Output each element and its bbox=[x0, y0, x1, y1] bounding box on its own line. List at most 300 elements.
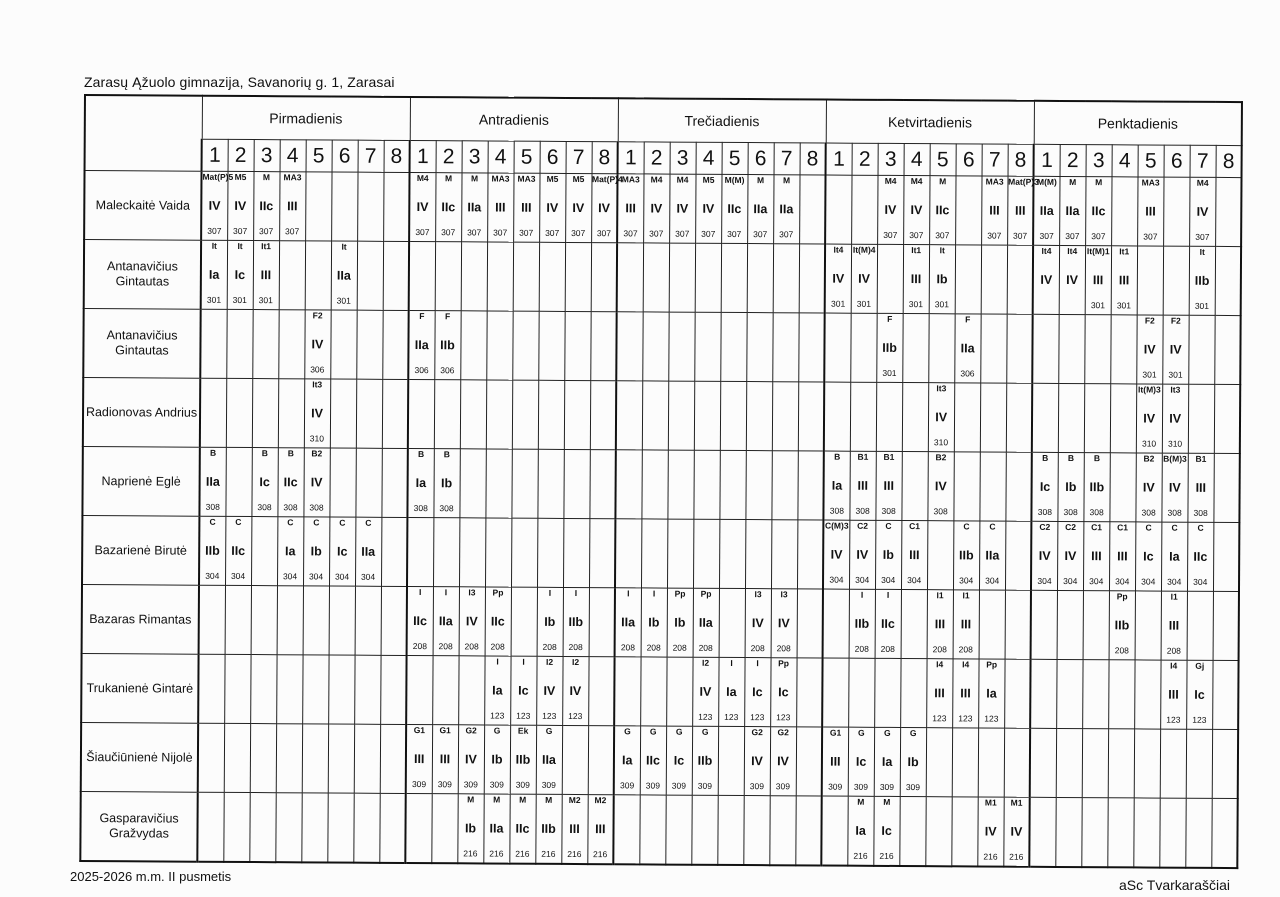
lesson-subject: G2 bbox=[777, 727, 789, 738]
lesson-room: 208 bbox=[776, 643, 791, 654]
lesson-slot bbox=[1136, 384, 1162, 453]
lesson-slot bbox=[536, 725, 562, 794]
lesson-room: 304 bbox=[205, 570, 220, 581]
lesson-subject: C bbox=[1145, 522, 1152, 533]
lesson-slot bbox=[1213, 522, 1239, 591]
lesson-slot bbox=[1188, 384, 1214, 453]
lesson-room: 307 bbox=[909, 230, 924, 241]
lesson-subject: I bbox=[522, 656, 525, 667]
lesson-class: IIc bbox=[283, 475, 298, 490]
lesson-slot bbox=[772, 313, 798, 382]
teacher-name: Naprienė Eglė bbox=[82, 446, 199, 516]
lesson-slot bbox=[1108, 660, 1134, 729]
lesson-slot bbox=[877, 175, 903, 244]
lesson-slot bbox=[512, 380, 538, 449]
lesson-slot bbox=[1136, 315, 1162, 384]
lesson-room: 208 bbox=[932, 644, 947, 655]
lesson-subject: G bbox=[624, 726, 631, 737]
lesson-room: 306 bbox=[310, 364, 325, 375]
lesson-slot bbox=[355, 586, 381, 655]
period-number: 4 bbox=[280, 140, 306, 172]
teacher-row bbox=[84, 171, 1242, 247]
lesson-slot bbox=[1032, 314, 1058, 383]
lesson-subject: I bbox=[652, 588, 656, 599]
lesson-subject: B bbox=[287, 448, 294, 459]
lesson-slot bbox=[798, 313, 825, 382]
lesson-slot bbox=[356, 310, 382, 379]
lesson-subject: I bbox=[886, 589, 890, 600]
lesson-subject: G bbox=[649, 726, 657, 737]
lesson-slot bbox=[485, 518, 511, 587]
lesson-slot bbox=[435, 242, 461, 311]
lesson-subject: M bbox=[782, 175, 791, 186]
period-number: 1 bbox=[826, 143, 852, 175]
teacher-name: Maleckaitė Vaida bbox=[84, 171, 201, 241]
lesson-subject: G bbox=[675, 726, 683, 737]
lesson-slot bbox=[589, 588, 615, 657]
lesson-class: Ia bbox=[881, 754, 893, 769]
lesson-slot bbox=[692, 726, 718, 795]
lesson-subject: MA3 bbox=[517, 173, 536, 184]
lesson-slot bbox=[1189, 246, 1215, 315]
lesson-room: 123 bbox=[516, 710, 531, 721]
lesson-room: 208 bbox=[958, 644, 973, 655]
lesson-slot bbox=[669, 174, 695, 243]
lesson-slot bbox=[1058, 452, 1084, 521]
lesson-class: IV bbox=[1168, 480, 1181, 495]
lesson-slot bbox=[1056, 659, 1082, 728]
lesson-class: III bbox=[413, 752, 425, 767]
lesson-class: Ic bbox=[259, 475, 270, 490]
lesson-slot bbox=[901, 521, 927, 590]
lesson-slot bbox=[850, 313, 876, 382]
lesson-class: IV bbox=[777, 754, 789, 769]
lesson-slot bbox=[954, 314, 980, 383]
lesson-slot bbox=[537, 587, 563, 656]
lesson-room: 208 bbox=[620, 642, 636, 653]
lesson-slot bbox=[772, 382, 798, 451]
timetable bbox=[79, 94, 1243, 869]
lesson-slot bbox=[640, 657, 666, 726]
lesson-slot bbox=[1007, 245, 1033, 314]
lesson-slot bbox=[744, 658, 770, 727]
lesson-slot bbox=[1214, 453, 1240, 522]
lesson-room: 307 bbox=[285, 226, 300, 237]
day-header: Antradienis bbox=[410, 97, 618, 142]
lesson-slot bbox=[276, 655, 302, 724]
lesson-class: IIa bbox=[1065, 203, 1080, 219]
lesson-subject: I bbox=[444, 587, 448, 598]
lesson-room: 309 bbox=[645, 780, 660, 791]
lesson-subject: I4 bbox=[962, 659, 970, 670]
lesson-slot bbox=[719, 450, 745, 519]
lesson-slot bbox=[718, 657, 744, 726]
lesson-room: 304 bbox=[1037, 575, 1052, 586]
lesson-subject: M bbox=[467, 794, 475, 805]
period-number: 8 bbox=[1216, 145, 1242, 177]
period-number: 3 bbox=[878, 143, 904, 175]
lesson-subject: I3 bbox=[754, 589, 762, 600]
lesson-slot bbox=[275, 793, 301, 862]
lesson-slot bbox=[1211, 798, 1237, 867]
lesson-slot bbox=[695, 243, 721, 312]
lesson-slot bbox=[587, 795, 613, 864]
lesson-subject: M4 bbox=[910, 176, 923, 187]
lesson-room: 208 bbox=[1166, 645, 1181, 656]
lesson-class: IV bbox=[1040, 272, 1053, 287]
lesson-slot bbox=[513, 242, 539, 311]
lesson-room: 308 bbox=[829, 505, 844, 516]
lesson-slot bbox=[1059, 245, 1085, 314]
lesson-subject: B bbox=[209, 447, 217, 458]
lesson-room: 304 bbox=[360, 571, 376, 582]
lesson-room: 123 bbox=[568, 710, 583, 722]
lesson-slot bbox=[695, 174, 721, 243]
period-number: 2 bbox=[852, 143, 878, 175]
lesson-slot bbox=[1134, 660, 1160, 729]
lesson-room: 304 bbox=[829, 574, 844, 585]
lesson-room: 304 bbox=[959, 575, 974, 586]
lesson-class: III bbox=[934, 617, 946, 632]
teacher-name: Antanavičius Gintautas bbox=[83, 309, 200, 379]
lesson-slot bbox=[721, 243, 747, 312]
lesson-room: 310 bbox=[933, 437, 949, 448]
lesson-slot bbox=[487, 242, 513, 311]
lesson-slot bbox=[1134, 798, 1160, 867]
lesson-subject: It3 bbox=[312, 379, 323, 390]
lesson-subject: It4 bbox=[1041, 245, 1052, 256]
lesson-subject: F bbox=[445, 311, 451, 322]
lesson-slot bbox=[227, 240, 253, 309]
lesson-class: Ia bbox=[621, 753, 633, 768]
lesson-slot bbox=[278, 379, 304, 448]
period-number: 2 bbox=[644, 142, 670, 174]
teacher-row bbox=[82, 584, 1240, 660]
lesson-slot bbox=[564, 380, 590, 449]
lesson-slot bbox=[614, 657, 640, 726]
lesson-slot bbox=[1006, 314, 1032, 383]
lesson-class: IIc bbox=[441, 200, 456, 215]
lesson-room: 307 bbox=[649, 228, 664, 239]
period-number: 8 bbox=[800, 143, 826, 175]
teacher-name: Gasparavičius Gražvydas bbox=[80, 791, 197, 861]
lesson-class: III bbox=[1014, 203, 1026, 218]
lesson-room: 216 bbox=[853, 850, 868, 861]
lesson-slot bbox=[433, 587, 459, 656]
lesson-slot bbox=[483, 794, 509, 863]
lesson-subject: G bbox=[545, 725, 553, 736]
lesson-subject: Pp bbox=[986, 659, 998, 670]
lesson-class: IIb bbox=[854, 616, 870, 631]
lesson-slot bbox=[1110, 315, 1136, 384]
lesson-class: III bbox=[960, 617, 972, 632]
lesson-slot bbox=[613, 795, 639, 864]
lesson-slot bbox=[327, 793, 353, 862]
lesson-slot bbox=[591, 243, 617, 312]
lesson-class: III bbox=[625, 201, 636, 216]
lesson-slot bbox=[849, 589, 875, 658]
lesson-slot bbox=[694, 381, 720, 450]
lesson-slot bbox=[1186, 798, 1212, 867]
lesson-slot bbox=[720, 312, 746, 381]
lesson-room: 306 bbox=[414, 365, 429, 376]
lesson-room: 307 bbox=[207, 225, 222, 236]
lesson-subject: G1 bbox=[829, 727, 842, 738]
lesson-room: 304 bbox=[1063, 575, 1078, 587]
lesson-slot bbox=[562, 656, 588, 725]
lesson-class: III bbox=[989, 203, 1000, 218]
lesson-slot bbox=[252, 310, 278, 379]
lesson-subject: B2 bbox=[935, 452, 947, 463]
lesson-slot bbox=[1110, 384, 1136, 453]
period-number: 5 bbox=[1138, 145, 1164, 177]
lesson-room: 216 bbox=[515, 848, 530, 859]
lesson-slot bbox=[435, 173, 461, 242]
lesson-subject: It(M)3 bbox=[1138, 384, 1161, 395]
lesson-class: IIb bbox=[568, 614, 584, 630]
lesson-slot bbox=[1108, 798, 1134, 867]
lesson-subject: C bbox=[365, 517, 372, 528]
lesson-class: IIa bbox=[541, 752, 556, 767]
lesson-class: IV bbox=[1143, 342, 1156, 357]
lesson-class: III bbox=[287, 199, 298, 214]
lesson-room: 307 bbox=[519, 227, 534, 238]
lesson-slot bbox=[588, 657, 614, 726]
lesson-subject: B bbox=[417, 449, 425, 460]
lesson-room: 304 bbox=[1089, 576, 1104, 587]
lesson-room: 301 bbox=[882, 367, 897, 378]
lesson-subject: It bbox=[1199, 246, 1205, 257]
period-number: 4 bbox=[696, 142, 722, 174]
lesson-room: 307 bbox=[935, 230, 950, 241]
lesson-room: 304 bbox=[230, 570, 246, 581]
lesson-slot bbox=[746, 313, 772, 382]
lesson-slot bbox=[952, 659, 978, 728]
lesson-room: 310 bbox=[1167, 438, 1183, 449]
lesson-slot bbox=[199, 516, 225, 585]
lesson-class: III bbox=[569, 821, 580, 837]
lesson-room: 304 bbox=[282, 571, 298, 582]
lesson-room: 208 bbox=[672, 642, 687, 653]
lesson-slot bbox=[1160, 660, 1186, 729]
lesson-slot bbox=[224, 723, 250, 792]
lesson-slot bbox=[823, 520, 849, 589]
lesson-slot bbox=[1033, 245, 1059, 314]
lesson-slot bbox=[589, 450, 615, 519]
lesson-slot bbox=[823, 589, 849, 658]
lesson-room: 307 bbox=[467, 227, 482, 238]
lesson-slot bbox=[876, 451, 902, 520]
lesson-slot bbox=[614, 726, 640, 795]
lesson-class: Ic bbox=[673, 753, 685, 768]
lesson-slot bbox=[1137, 177, 1163, 246]
lesson-slot bbox=[199, 447, 225, 516]
day-header: Ketvirtadienis bbox=[826, 100, 1034, 145]
lesson-room: 208 bbox=[490, 641, 505, 652]
lesson-subject: I bbox=[860, 589, 864, 600]
lesson-room: 307 bbox=[675, 228, 690, 239]
lesson-slot bbox=[874, 658, 900, 727]
lesson-class: IV bbox=[1066, 273, 1079, 288]
lesson-slot bbox=[485, 449, 511, 518]
lesson-class: III bbox=[883, 478, 895, 493]
lesson-subject: G bbox=[701, 726, 709, 737]
lesson-room: 304 bbox=[855, 574, 870, 585]
lesson-room: 208 bbox=[542, 641, 557, 652]
lesson-slot bbox=[851, 175, 877, 244]
period-number: 2 bbox=[436, 141, 462, 173]
lesson-room: 301 bbox=[1116, 300, 1132, 311]
period-number: 7 bbox=[1190, 145, 1216, 177]
lesson-slot bbox=[1163, 246, 1189, 315]
period-number: 1 bbox=[1034, 144, 1060, 176]
lesson-slot bbox=[745, 589, 771, 658]
lesson-slot bbox=[773, 175, 799, 244]
lesson-subject: M bbox=[1069, 177, 1077, 188]
lesson-slot bbox=[1162, 453, 1188, 522]
lesson-class: Ic bbox=[778, 685, 789, 700]
lesson-subject: M4 bbox=[676, 174, 689, 185]
teacher-row bbox=[83, 309, 1241, 385]
lesson-subject: C bbox=[209, 516, 216, 527]
lesson-class: IV bbox=[650, 201, 663, 216]
school-title: Zarasų Ąžuolo gimnazija, Savanorių g. 1, Zarasai bbox=[84, 74, 395, 90]
teacher-row bbox=[83, 378, 1241, 454]
lesson-room: 301 bbox=[1142, 369, 1157, 380]
lesson-class: IIa bbox=[960, 341, 975, 356]
lesson-subject: It(M)1 bbox=[1086, 246, 1110, 257]
lesson-room: 307 bbox=[259, 226, 274, 237]
period-number: 6 bbox=[1164, 145, 1190, 177]
lesson-slot bbox=[1162, 384, 1188, 453]
lesson-room: 309 bbox=[411, 779, 427, 790]
lesson-slot bbox=[746, 382, 772, 451]
lesson-subject: I3 bbox=[780, 589, 788, 600]
lesson-room: 216 bbox=[983, 851, 998, 862]
lesson-class: IV bbox=[546, 200, 559, 215]
lesson-slot bbox=[979, 590, 1005, 659]
lesson-slot bbox=[851, 244, 877, 313]
lesson-room: 308 bbox=[439, 503, 454, 514]
lesson-slot bbox=[978, 659, 1004, 728]
lesson-class: IIa bbox=[205, 474, 220, 489]
lesson-class: III bbox=[1145, 204, 1156, 219]
lesson-slot bbox=[433, 449, 459, 518]
lesson-slot bbox=[928, 452, 954, 521]
lesson-room: 304 bbox=[308, 571, 324, 582]
lesson-subject: M5 bbox=[234, 171, 247, 182]
lesson-subject: I1 bbox=[1170, 591, 1178, 602]
lesson-room: 307 bbox=[493, 227, 508, 238]
period-number: 4 bbox=[904, 144, 930, 176]
lesson-slot bbox=[1215, 246, 1241, 315]
lesson-slot bbox=[981, 245, 1007, 314]
lesson-class: Ib bbox=[544, 614, 556, 629]
lesson-slot bbox=[381, 517, 407, 586]
lesson-class: IV bbox=[1142, 480, 1155, 495]
lesson-room: 309 bbox=[619, 780, 635, 791]
lesson-slot bbox=[979, 521, 1005, 590]
lesson-class: Ib bbox=[936, 272, 948, 287]
lesson-subject: MA3 bbox=[985, 176, 1004, 187]
lesson-slot bbox=[253, 172, 279, 241]
lesson-room: 216 bbox=[489, 848, 504, 859]
lesson-subject: It4 bbox=[1067, 246, 1078, 257]
lesson-class: IIb bbox=[697, 753, 713, 768]
lesson-slot bbox=[249, 793, 275, 862]
lesson-slot bbox=[537, 518, 563, 587]
lesson-slot bbox=[382, 310, 408, 379]
lesson-class: Ic bbox=[881, 823, 892, 838]
lesson-room: 216 bbox=[879, 850, 894, 861]
lesson-subject: M2 bbox=[594, 795, 607, 806]
lesson-slot bbox=[459, 518, 485, 587]
lesson-slot bbox=[590, 381, 616, 450]
lesson-subject: M5 bbox=[572, 173, 585, 185]
lesson-room: 310 bbox=[309, 433, 325, 444]
lesson-class: III bbox=[830, 754, 841, 769]
lesson-slot bbox=[824, 313, 850, 382]
teacher-name: Radionovas Andrius bbox=[83, 378, 200, 448]
lesson-slot bbox=[1033, 176, 1059, 245]
lesson-slot bbox=[277, 586, 303, 655]
lesson-room: 308 bbox=[257, 502, 272, 513]
lesson-slot bbox=[1187, 522, 1213, 591]
lesson-class: Ia bbox=[855, 823, 866, 838]
lesson-room: 216 bbox=[1009, 851, 1024, 862]
lesson-slot bbox=[379, 793, 405, 862]
lesson-room: 308 bbox=[881, 505, 896, 516]
lesson-subject: F bbox=[887, 313, 893, 324]
teacher-row bbox=[81, 722, 1239, 798]
lesson-slot bbox=[487, 173, 513, 242]
lesson-room: 307 bbox=[545, 227, 560, 238]
lesson-subject: C bbox=[339, 517, 346, 528]
lesson-room: 123 bbox=[750, 712, 765, 723]
lesson-slot bbox=[198, 723, 224, 792]
lesson-slot bbox=[743, 796, 769, 865]
lesson-subject: It bbox=[341, 241, 347, 252]
lesson-slot bbox=[770, 658, 796, 727]
lesson-slot bbox=[825, 175, 851, 244]
lesson-slot bbox=[510, 725, 536, 794]
lesson-slot bbox=[354, 655, 380, 724]
lesson-slot bbox=[873, 796, 899, 865]
period-number: 8 bbox=[592, 142, 618, 174]
lesson-class: IV bbox=[858, 271, 870, 286]
lesson-room: 309 bbox=[853, 781, 869, 792]
lesson-slot bbox=[641, 519, 667, 588]
lesson-slot bbox=[902, 314, 928, 383]
lesson-slot bbox=[382, 379, 408, 448]
lesson-class: IV bbox=[935, 410, 948, 425]
lesson-room: 307 bbox=[1012, 230, 1028, 241]
lesson-slot bbox=[353, 793, 379, 862]
lesson-slot bbox=[1004, 728, 1030, 797]
lesson-slot bbox=[639, 795, 665, 864]
lesson-class: Ib bbox=[907, 755, 919, 770]
lesson-slot bbox=[1007, 176, 1039, 245]
lesson-subject: I4 bbox=[936, 659, 944, 670]
lesson-room: 123 bbox=[490, 710, 505, 721]
lesson-subject: G bbox=[857, 727, 865, 738]
lesson-room: 208 bbox=[880, 643, 895, 654]
lesson-class: IV bbox=[884, 202, 897, 217]
lesson-slot bbox=[276, 724, 302, 793]
lesson-slot bbox=[980, 383, 1006, 452]
lesson-slot bbox=[434, 380, 460, 449]
lesson-subject: I bbox=[496, 656, 499, 667]
